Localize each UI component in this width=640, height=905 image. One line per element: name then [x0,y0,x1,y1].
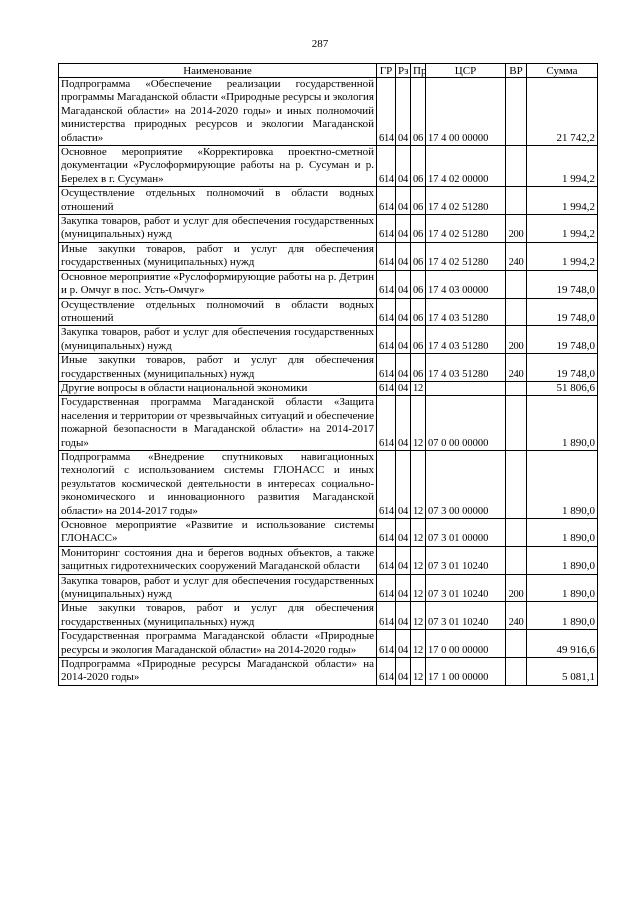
cell-sum: 51 806,6 [527,381,598,395]
cell-pr: 12 [411,630,426,658]
table-row [59,354,598,382]
cell-pr: 06 [411,270,426,298]
cell-csr: 17 0 00 00000 [426,630,506,658]
table-row [59,187,598,215]
cell-csr: 17 4 03 51280 [426,354,506,382]
cell-name: Мониторинг состояния дна и берегов водных объектов, а также защитных гидротехнических сооружений Магаданской области [59,546,377,574]
cell-rz: 04 [396,546,411,574]
cell-vr [506,630,527,658]
cell-gr: 614 [377,630,396,658]
table-row [59,215,598,243]
table-row [59,242,598,270]
cell-pr: 12 [411,381,426,395]
cell-sum: 1 890,0 [527,450,598,518]
table-row [59,326,598,354]
cell-csr: 07 3 01 10240 [426,546,506,574]
cell-name: Основное мероприятие «Руслоформирующие работы на р. Детрин и р. Омчуг в пос. Усть-Омчуг» [59,270,377,298]
cell-sum: 1 890,0 [527,519,598,547]
cell-rz: 04 [396,450,411,518]
cell-pr: 12 [411,574,426,602]
cell-sum: 19 748,0 [527,354,598,382]
table-row [59,396,598,451]
cell-vr [506,270,527,298]
cell-csr: 17 4 02 51280 [426,187,506,215]
cell-sum: 1 890,0 [527,396,598,451]
col-header-pr: Пр [411,64,426,78]
cell-vr [506,298,527,326]
cell-name: Основное мероприятие «Развитие и использование системы ГЛОНАСС» [59,519,377,547]
col-header-gr: ГР [377,64,396,78]
cell-name: Подпрограмма «Обеспечение реализации государственной программы Магаданской области «Природные ресурсы и экология Магаданской области» на 2014-2020 годы» и иных полномочий министерства природных ресурсов и экологии Магаданской области» [59,78,377,146]
cell-vr [506,519,527,547]
cell-vr [506,146,527,187]
cell-rz: 04 [396,270,411,298]
col-header-csr: ЦСР [426,64,506,78]
cell-gr: 614 [377,658,396,686]
cell-rz: 04 [396,519,411,547]
cell-name: Государственная программа Магаданской области «Природные ресурсы и экология Магаданской области» на 2014-2020 годы» [59,630,377,658]
cell-gr: 614 [377,187,396,215]
cell-gr: 614 [377,242,396,270]
cell-pr: 06 [411,354,426,382]
cell-gr: 614 [377,78,396,146]
cell-rz: 04 [396,215,411,243]
cell-vr: 240 [506,602,527,630]
cell-pr: 12 [411,602,426,630]
col-header-rz: Рз [396,64,411,78]
table-row [59,381,598,395]
cell-gr: 614 [377,574,396,602]
cell-name: Основное мероприятие «Корректировка проектно-сметной документации «Руслоформирующие работы на р. Сусуман и р. Берелех в г. Сусуман» [59,146,377,187]
table-row [59,298,598,326]
cell-vr: 240 [506,242,527,270]
cell-rz: 04 [396,146,411,187]
cell-sum: 19 748,0 [527,298,598,326]
cell-gr: 614 [377,602,396,630]
table-row [59,450,598,518]
cell-gr: 614 [377,519,396,547]
table-row [59,658,598,686]
table-row [59,574,598,602]
cell-pr: 12 [411,546,426,574]
cell-pr: 06 [411,298,426,326]
cell-pr: 12 [411,396,426,451]
cell-rz: 04 [396,574,411,602]
col-header-sum: Сумма [527,64,598,78]
cell-sum: 19 748,0 [527,326,598,354]
cell-pr: 06 [411,215,426,243]
table-row [59,630,598,658]
cell-name: Подпрограмма «Внедрение спутниковых навигационных технологий с использованием системы ГЛОНАСС и иных результатов космической деятельности в интересах социально-экономического и инновационного развития Магаданской области» на 2014-2017 годы» [59,450,377,518]
cell-csr: 17 4 02 51280 [426,215,506,243]
cell-vr [506,450,527,518]
cell-sum: 19 748,0 [527,270,598,298]
cell-name: Иные закупки товаров, работ и услуг для обеспечения государственных (муниципальных) нужд [59,242,377,270]
cell-vr [506,658,527,686]
cell-rz: 04 [396,396,411,451]
cell-gr: 614 [377,450,396,518]
cell-gr: 614 [377,215,396,243]
cell-pr: 06 [411,187,426,215]
cell-csr: 07 0 00 00000 [426,396,506,451]
cell-vr [506,381,527,395]
cell-rz: 04 [396,242,411,270]
cell-gr: 614 [377,298,396,326]
cell-csr: 17 4 03 51280 [426,298,506,326]
cell-csr: 07 3 01 10240 [426,602,506,630]
cell-vr [506,187,527,215]
cell-rz: 04 [396,381,411,395]
cell-name: Иные закупки товаров, работ и услуг для обеспечения государственных (муниципальных) нужд [59,602,377,630]
cell-sum: 21 742,2 [527,78,598,146]
cell-pr: 12 [411,450,426,518]
table-row [59,78,598,146]
cell-csr: 17 4 03 00000 [426,270,506,298]
cell-name: Осуществление отдельных полномочий в области водных отношений [59,298,377,326]
cell-vr: 200 [506,326,527,354]
cell-name: Другие вопросы в области национальной экономики [59,381,377,395]
cell-name: Осуществление отдельных полномочий в области водных отношений [59,187,377,215]
cell-csr: 07 3 01 00000 [426,519,506,547]
cell-sum: 1 994,2 [527,146,598,187]
cell-gr: 614 [377,546,396,574]
table-row [59,519,598,547]
cell-sum: 5 081,1 [527,658,598,686]
cell-rz: 04 [396,326,411,354]
cell-pr: 06 [411,146,426,187]
cell-vr: 200 [506,574,527,602]
table-row [59,146,598,187]
cell-sum: 1 890,0 [527,602,598,630]
table-row [59,270,598,298]
cell-gr: 614 [377,326,396,354]
cell-csr: 17 4 03 51280 [426,326,506,354]
cell-rz: 04 [396,78,411,146]
cell-pr: 12 [411,519,426,547]
cell-csr: 17 4 02 00000 [426,146,506,187]
cell-pr: 06 [411,326,426,354]
table-header-row [59,64,598,78]
cell-vr: 240 [506,354,527,382]
cell-name: Государственная программа Магаданской области «Защита населения и территории от чрезвычайных ситуаций и обеспечение пожарной безопасности в Магаданской области» на 2014-2017 годы» [59,396,377,451]
cell-csr: 07 3 01 10240 [426,574,506,602]
cell-rz: 04 [396,658,411,686]
cell-rz: 04 [396,354,411,382]
cell-rz: 04 [396,630,411,658]
cell-pr: 12 [411,658,426,686]
cell-sum: 1 994,2 [527,215,598,243]
col-header-vr: ВР [506,64,527,78]
cell-csr: 17 1 00 00000 [426,658,506,686]
cell-vr [506,78,527,146]
cell-rz: 04 [396,602,411,630]
table-row [59,602,598,630]
cell-name: Подпрограмма «Природные ресурсы Магаданской области» на 2014-2020 годы» [59,658,377,686]
cell-sum: 1 994,2 [527,242,598,270]
cell-name: Закупка товаров, работ и услуг для обеспечения государственных (муниципальных) нужд [59,326,377,354]
budget-table [58,63,598,686]
cell-sum: 49 916,6 [527,630,598,658]
cell-gr: 614 [377,270,396,298]
cell-pr: 06 [411,242,426,270]
cell-name: Закупка товаров, работ и услуг для обеспечения государственных (муниципальных) нужд [59,215,377,243]
cell-vr [506,396,527,451]
cell-gr: 614 [377,381,396,395]
cell-csr [426,381,506,395]
cell-pr: 06 [411,78,426,146]
cell-gr: 614 [377,146,396,187]
cell-sum: 1 890,0 [527,574,598,602]
cell-gr: 614 [377,354,396,382]
cell-rz: 04 [396,298,411,326]
cell-gr: 614 [377,396,396,451]
table-row [59,546,598,574]
page-number: 287 [311,38,329,50]
cell-sum: 1 994,2 [527,187,598,215]
cell-vr [506,546,527,574]
cell-vr: 200 [506,215,527,243]
cell-csr: 07 3 00 00000 [426,450,506,518]
cell-rz: 04 [396,187,411,215]
cell-sum: 1 890,0 [527,546,598,574]
cell-name: Закупка товаров, работ и услуг для обеспечения государственных (муниципальных) нужд [59,574,377,602]
cell-csr: 17 4 00 00000 [426,78,506,146]
col-header-name: Наименование [59,64,377,78]
cell-name: Иные закупки товаров, работ и услуг для обеспечения государственных (муниципальных) нужд [59,354,377,382]
cell-csr: 17 4 02 51280 [426,242,506,270]
